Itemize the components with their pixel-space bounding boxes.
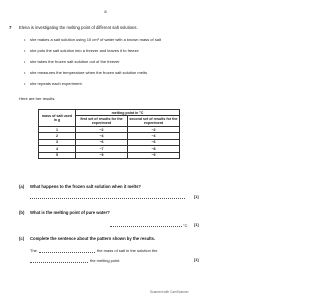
part-a-label: (a) xyxy=(19,184,25,189)
cell-second: −8 xyxy=(128,146,180,152)
method-step: • she repeats each experiment. xyxy=(24,81,204,86)
cell-second: −4 xyxy=(128,133,180,139)
question-number: 7 xyxy=(9,25,12,30)
header-mass: mass of salt used in g xyxy=(39,110,76,127)
part-c-blank-1[interactable] xyxy=(39,252,95,253)
part-c-marks: [1] xyxy=(194,258,199,262)
cell-first: −6 xyxy=(76,139,128,145)
cell-second: −2 xyxy=(128,126,180,132)
cell-mass: 3 xyxy=(39,139,76,145)
part-b-marks: [1] xyxy=(194,223,199,227)
table-row xyxy=(39,152,180,158)
cell-first: −4 xyxy=(76,133,128,139)
header-melting-point: melting point in °C xyxy=(76,110,180,116)
part-a-marks: [1] xyxy=(194,195,199,199)
method-step: • she measures the temperature when the frozen salt solution melts xyxy=(24,70,204,75)
cell-second: −9 xyxy=(128,152,180,158)
part-c-question xyxy=(19,236,155,241)
method-steps xyxy=(24,37,204,92)
cell-first: −2 xyxy=(76,126,128,132)
method-step: • she takes the frozen salt solution out of the freezer xyxy=(24,59,204,64)
part-c-text: Complete the sentence about the pattern shown by the results. xyxy=(30,236,156,241)
part-c-blank-2[interactable] xyxy=(30,262,88,263)
results-intro: Here are her results. xyxy=(19,96,56,101)
part-b-answer-line[interactable] xyxy=(110,226,182,227)
page-number: 8 xyxy=(104,9,107,14)
cell-mass: 5 xyxy=(39,152,76,158)
part-b-label: (b) xyxy=(19,210,25,215)
cell-mass: 2 xyxy=(39,133,76,139)
scanner-footer: Scanned with CamScanner xyxy=(150,290,189,294)
cell-mass: 1 xyxy=(39,126,76,132)
question-intro: Elena is investigating the melting point of different salt solutions. xyxy=(19,25,138,30)
cell-first: −7 xyxy=(76,146,128,152)
part-b-unit: °C xyxy=(183,223,188,228)
results-table xyxy=(38,109,180,159)
cell-first: −9 xyxy=(76,152,128,158)
method-step: • she puts the salt solution into a freezer and leaves it to freeze xyxy=(24,48,204,53)
part-c-sentence-start: The xyxy=(30,248,37,253)
part-c-sentence-end: the melting point. xyxy=(90,258,121,263)
part-a-answer-line[interactable] xyxy=(30,198,185,199)
header-second-set: second set of results for the experiment xyxy=(129,116,178,126)
cell-mass: 4 xyxy=(39,146,76,152)
part-a-question xyxy=(19,184,141,189)
part-b-question xyxy=(19,210,110,215)
part-c-label: (c) xyxy=(19,236,25,241)
cell-second: −6 xyxy=(128,139,180,145)
part-a-text: What happens to the frozen salt solution when it melts? xyxy=(30,184,141,189)
part-b-text: What is the melting point of pure water? xyxy=(30,210,110,215)
header-first-set: first set of results for the experiment xyxy=(76,116,128,127)
part-c-sentence-mid: the mass of salt in the solution the xyxy=(97,248,158,253)
method-step: • she makes a salt solution using 10 cm³ of water with a known mass of salt xyxy=(24,37,204,42)
